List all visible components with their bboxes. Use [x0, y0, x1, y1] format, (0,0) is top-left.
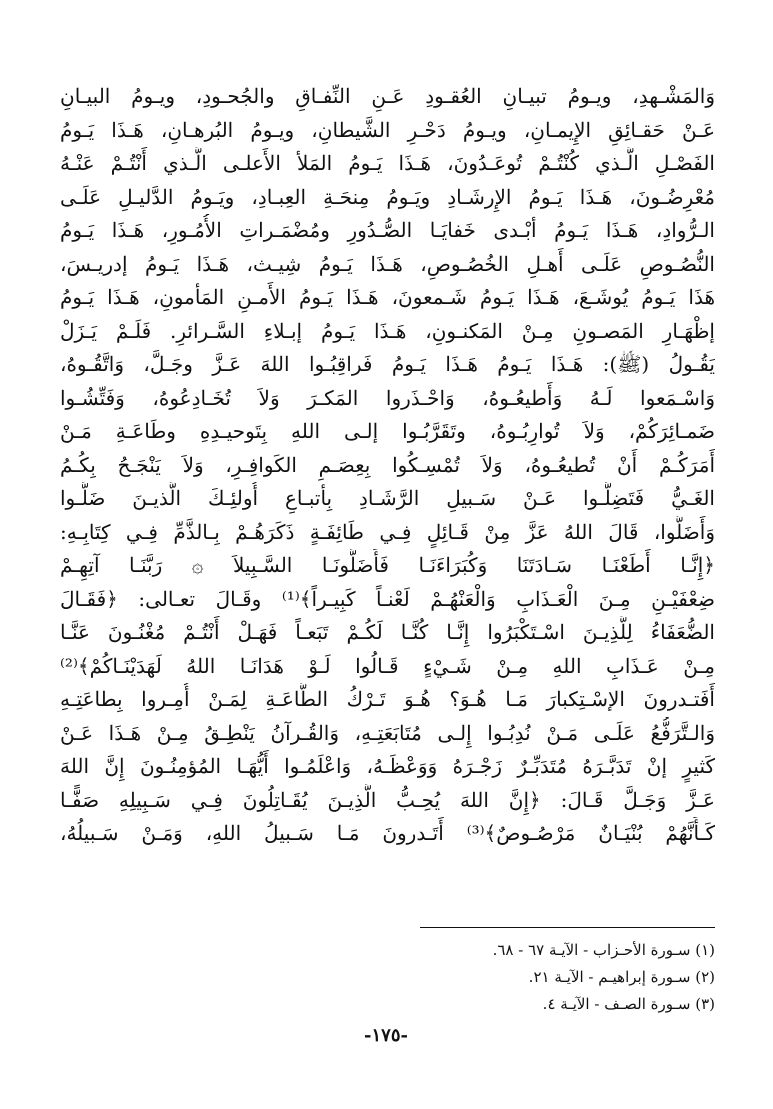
text-line: وَأَضَلُّوا، قَالَ اللهُ عَزَّ مِنْ قَـائِلٍ فِـي طَائِفَـةٍ ذَكَرَهُـمْ بِـالذَّمِّ فِـي كِتَابِـهِ:: [60, 519, 715, 544]
body-text: [60, 80, 715, 851]
text-line: أَفَتـدرونَ الإسْـتِكبارَ مَـا هُـوَ؟ هُـوَ تَـرْكُ الطَّاعَـةِ لِمَـنْ أُمِـروا بِطاعَتِـهِ: [60, 687, 715, 711]
text-line: الـرُّوادِ، هَـذَا يَـومُ أبْـدى خَفايَـا الصُّـدُورِ ومُضْمَـراتِ الأُمُـورِ، هَـذَا يَـومُ: [60, 218, 715, 242]
text-line: الضُّعَفَاءُ لِلَّذِيـنَ اسْـتَكْبَرُوا إِنَّـا كُنَّـا لَكُـمْ تَبَعـاً فَهَـلْ أَنْتُـمْ مُغْنُـونَ عَنَّـا: [60, 620, 715, 644]
text-line: إظْهَـارِ المَصـونِ مِـنْ المَكنـونِ، هَـذَا يَـومُ إبـلاءِ السَّـرائرِ. فَلَـمْ يَـزَلْ: [60, 318, 715, 343]
text-line: مُعْرِضُـونَ، هَـذَا يَـومُ الإِرشَـادِ ويَـومُ مِنحَـةِ العِبـادِ، ويَـومُ الدَّليـلِ عَلَـى: [60, 184, 715, 209]
text-line: مِـنْ عَـذَابِ اللهِ مِـنْ شَـيْءٍ قَـالُوا لَـوْ هَدَانَـا اللهُ لَهَدَيْنَـاكُمْ﴾⁽²⁾: [60, 653, 715, 678]
footnote: (٣) سـورة الصـف - الآيـة ٤.: [542, 995, 715, 1013]
text-line: وَالمَشْـهدِ، ويـومُ تبيـانِ العُقـودِ عَـنِ النِّفـاقِ والجُحـودِ، ويـومُ البيـانِ: [60, 84, 715, 108]
footnote-divider: [420, 927, 715, 928]
text-line: ضَمـائِرَكُمْ، وَلاَ تُوارِبُـوهُ، وتَقَرَّبُـوا إلـى اللهِ بِتَوحيـدِهِ وطَاعَـةِ مَـنْ: [60, 419, 715, 443]
text-line: كَـأَنَّهُمْ بُنْيَـانٌ مَرْصُـوصٌ﴾⁽³⁾ أَتَـدرونَ مَـا سَـبيلُ اللهِ، وَمَـنْ سَـبيلُهُ،: [60, 821, 715, 845]
text-line: ضِعْفَيْـنِ مِـنَ الْعَـذَابِ وَالْعَنْهُـمْ لَعْنـاً كَبِيـراً﴾⁽¹⁾ وقَـالَ تعـالى: ﴿فَقَـالَ: [60, 586, 715, 611]
text-line: أَمَرَكُـمْ أَنْ تُطيعُـوهُ، وَلاَ تُمْسِـكُوا بِعِصَـمِ الكَوافِـرِ، وَلاَ يَنْجَـحُ بِكُـمُ: [60, 452, 715, 477]
text-line: وَالـتَّرَفُّعُ عَلَـى مَـنْ نُدِبُـوا إِلـى مُتَابَعَتِـهِ، وَالقُـرآنُ يَنْطِـقُ مِـنْ هَـذَا عَـنْ: [60, 720, 715, 745]
footnote: (١) سـورة الأحـزاب - الآيـة ٦٧ - ٦٨.: [492, 941, 715, 959]
page-number: -١٧٥-: [364, 1025, 408, 1046]
text-line: الفَصْـلِ الَّـذي كُنْتُـمْ تُوعَـدُونَ، هَـذَا يَـومُ المَلأ الأَعلـى الَّـذي أَنْتُـمْ عَنْـهُ: [60, 151, 715, 175]
text-line: كَثيرٍ إنْ تَدَبَّـرَهُ مُتَدَبِّـرٌ زَجْـرَهُ وَوَعْظَـهُ، وَاعْلَمُـوا أَيُّهَـا المُؤمِنُـونَ إِنَّ اللهَ: [60, 754, 715, 778]
footnote: (٢) سـورة إبراهيـم - الآيـة ٢١.: [528, 968, 715, 986]
text-line: عَـزَّ وَجَـلَّ قَـالَ: ﴿إِنَّ اللهَ يُحِـبُّ الَّذِيـنَ يُقَـاتِلُونَ فِـي سَـبِيلِهِ صَفًّـا: [60, 787, 715, 812]
text-line: ﴿إِنَّـا أَطَعْنَـا سَـادَتَنَا وَكُبَرَاءَنَـا فَأَضَلُّونَـا السَّـبِيلاَ ۞ رَبَّنَـا آتِهِـمْ: [60, 553, 715, 577]
text-line: يَقُـولُ (ﷺ): هَـذَا يَـومُ هَـذَا يَـومُ فَراقِبُـوا اللهَ عَـزَّ وجَـلَّ، وَاتَّقُـوهُ،: [60, 352, 715, 376]
text-line: وَاسْـمَعوا لَـهُ وَأَطيعُـوهُ، وَاحْـذَروا المَكـرَ وَلاَ تُخَـادِعُوهُ، وَفَتِّشُـوا: [60, 385, 715, 410]
text-line: الغَـيُّ فَتَضِلُّـوا عَـنْ سَـبيلِ الرَّشَـادِ بِأتبـاعِ أُولئِـكَ الَّذيـنَ ضَلُّـوا: [60, 486, 715, 510]
text-line: هَذَا يَـومُ يُوشَـعَ، هَـذَا يَـومُ شَـمعونَ، هَـذَا يَـومُ الأَمـنِ المَأمونِ، هَـذَا يَـومُ: [60, 285, 715, 309]
text-line: عَـنْ حَقـائِقِ الإِيمـانِ، ويـومُ دَحْـرِ الشَّيطانِ، ويـومُ البُرهـانِ، هَـذَا يَـومُ: [60, 117, 715, 142]
text-line: النُّصُـوصِ عَلَـى أَهـلِ الخُصُـوصِ، هَـذَا يَـومُ شِيـث، هَـذَا يَـومُ إدريـسَ،: [60, 251, 715, 276]
footnotes: [300, 937, 715, 1018]
